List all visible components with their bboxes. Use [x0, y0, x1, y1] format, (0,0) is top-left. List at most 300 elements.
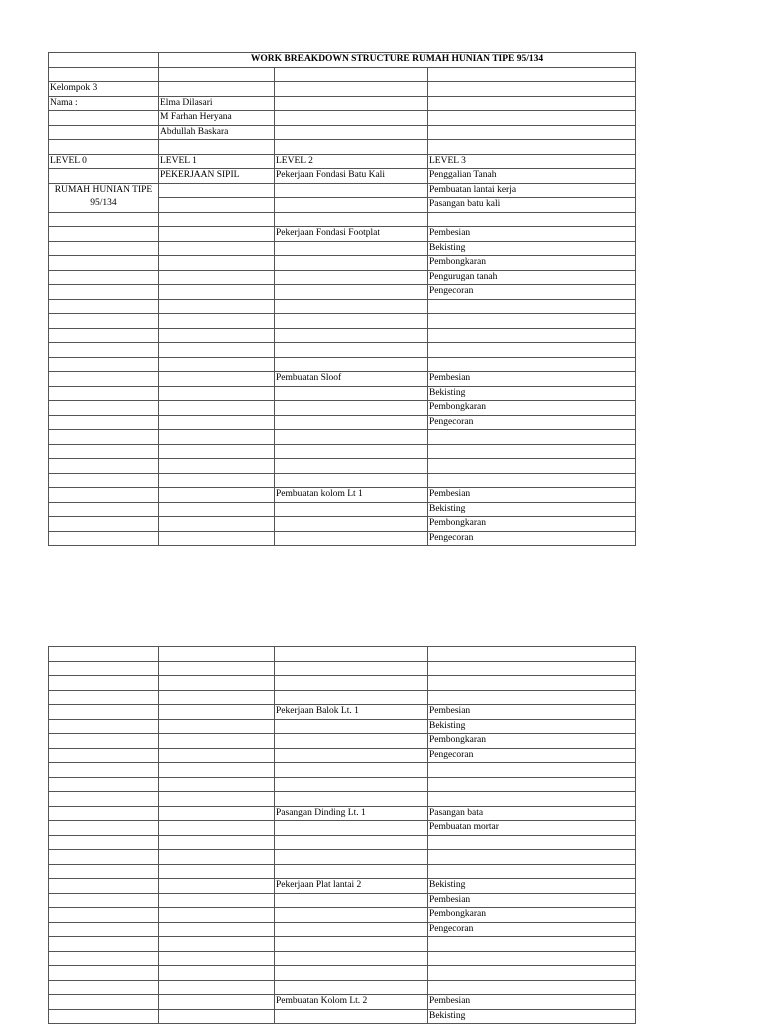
table-cell: Pengurugan tanah — [428, 270, 636, 285]
table-cell — [275, 850, 428, 865]
table-cell: Pembuatan Sloof — [275, 372, 428, 387]
table-cell — [275, 183, 428, 198]
table-cell: Pembesian — [428, 488, 636, 503]
table-cell: Pembesian — [428, 227, 636, 242]
table-cell — [428, 980, 636, 995]
table-cell — [428, 864, 636, 879]
table-cell — [49, 241, 159, 256]
table-cell — [275, 401, 428, 416]
table-cell — [159, 690, 275, 705]
table-row — [49, 256, 636, 271]
table-cell — [159, 531, 275, 546]
table-cell — [428, 676, 636, 691]
sheet-title: WORK BREAKDOWN STRUCTURE RUMAH HUNIAN TIPE 95/134 — [159, 53, 636, 68]
table-row — [49, 386, 636, 401]
table-cell — [275, 125, 428, 140]
table-cell — [49, 806, 159, 821]
table-cell — [49, 922, 159, 937]
table-cell: Bekisting — [428, 386, 636, 401]
table-cell — [49, 502, 159, 517]
table-row — [49, 1009, 636, 1024]
table-cell — [275, 777, 428, 792]
table-cell — [275, 473, 428, 488]
table-cell — [428, 125, 636, 140]
table-cell — [49, 676, 159, 691]
table-cell — [275, 270, 428, 285]
table-cell — [275, 386, 428, 401]
table-cell — [159, 328, 275, 343]
table-cell — [159, 705, 275, 720]
table-cell — [428, 647, 636, 662]
table-cell — [49, 285, 159, 300]
table-cell — [159, 386, 275, 401]
table-cell — [159, 343, 275, 358]
table-cell — [159, 372, 275, 387]
table-cell — [159, 227, 275, 242]
title-row — [49, 53, 636, 68]
table-row — [49, 531, 636, 546]
table-cell — [49, 835, 159, 850]
table-cell — [159, 473, 275, 488]
table-cell: Abdullah Baskara — [159, 125, 275, 140]
table-cell — [428, 763, 636, 778]
table-cell — [49, 488, 159, 503]
table-row — [49, 125, 636, 140]
table-cell — [49, 473, 159, 488]
table-cell — [159, 1009, 275, 1024]
table-cell — [159, 444, 275, 459]
table-row — [49, 719, 636, 734]
table-cell — [428, 96, 636, 111]
table-cell: LEVEL 2 — [275, 154, 428, 169]
table-cell: M Farhan Heryana — [159, 111, 275, 126]
table-cell — [159, 922, 275, 937]
table-cell — [159, 415, 275, 430]
table-cell — [275, 502, 428, 517]
table-row — [49, 879, 636, 894]
table-cell — [159, 951, 275, 966]
table-cell: PEKERJAAN SIPIL — [159, 169, 275, 184]
table-cell — [275, 763, 428, 778]
table-cell — [49, 821, 159, 836]
table-cell — [275, 111, 428, 126]
table-cell — [428, 67, 636, 82]
table-cell — [275, 792, 428, 807]
table-cell — [275, 314, 428, 329]
table-row — [49, 357, 636, 372]
table-cell — [159, 270, 275, 285]
table-cell — [159, 212, 275, 227]
table-cell — [49, 864, 159, 879]
table-cell — [428, 357, 636, 372]
table-cell — [49, 111, 159, 126]
table-cell — [428, 111, 636, 126]
table-cell — [159, 488, 275, 503]
table-cell — [159, 908, 275, 923]
table-cell — [275, 676, 428, 691]
table-row — [49, 806, 636, 821]
table-row — [49, 705, 636, 720]
table-row — [49, 517, 636, 532]
table-cell — [49, 444, 159, 459]
table-cell: Pasangan bata — [428, 806, 636, 821]
table-row — [49, 893, 636, 908]
table-cell — [159, 835, 275, 850]
table-cell: Bekisting — [428, 879, 636, 894]
table-cell — [275, 517, 428, 532]
table-row — [49, 835, 636, 850]
table-cell — [428, 850, 636, 865]
table-cell — [49, 951, 159, 966]
table-cell — [275, 690, 428, 705]
table-cell: Pembesian — [428, 893, 636, 908]
table-row — [49, 401, 636, 416]
table-row — [49, 777, 636, 792]
table-row — [49, 96, 636, 111]
table-cell — [275, 908, 428, 923]
table-cell — [49, 125, 159, 140]
table-cell — [275, 821, 428, 836]
table-row — [49, 647, 636, 662]
table-cell — [428, 82, 636, 97]
table-cell — [159, 285, 275, 300]
table-cell: Pembuatan Kolom Lt. 2 — [275, 995, 428, 1010]
table-cell — [428, 314, 636, 329]
table-cell — [275, 357, 428, 372]
table-cell — [275, 719, 428, 734]
table-cell — [49, 430, 159, 445]
table-cell: Kelompok 3 — [49, 82, 159, 97]
table-row — [49, 285, 636, 300]
table-cell — [49, 212, 159, 227]
table-cell: Pekerjaan Plat lantai 2 — [275, 879, 428, 894]
table-cell: Pembuatan mortar — [428, 821, 636, 836]
table-cell — [428, 777, 636, 792]
table-row — [49, 183, 636, 198]
table-row — [49, 430, 636, 445]
table-cell — [428, 661, 636, 676]
table-cell — [49, 314, 159, 329]
table-cell — [159, 792, 275, 807]
table-cell: Pembesian — [428, 995, 636, 1010]
table-cell — [159, 82, 275, 97]
table-cell — [49, 879, 159, 894]
table-cell — [428, 299, 636, 314]
table-cell: Pembuatan kolom Lt 1 — [275, 488, 428, 503]
table-cell: Pembongkaran — [428, 908, 636, 923]
table-cell — [159, 719, 275, 734]
table-row — [49, 488, 636, 503]
table-cell — [159, 763, 275, 778]
table-cell — [49, 792, 159, 807]
table-cell — [159, 661, 275, 676]
table-cell — [275, 444, 428, 459]
table-cell — [49, 908, 159, 923]
table-cell — [275, 241, 428, 256]
table-row — [49, 821, 636, 836]
table-cell: Pekerjaan Balok Lt. 1 — [275, 705, 428, 720]
table-cell — [49, 850, 159, 865]
table-row — [49, 763, 636, 778]
table-row — [49, 690, 636, 705]
table-cell — [159, 647, 275, 662]
table-cell — [159, 183, 275, 198]
table-cell — [428, 835, 636, 850]
table-cell — [159, 140, 275, 155]
wbs-sheet-1-body — [49, 53, 636, 546]
table-cell — [275, 734, 428, 749]
table-cell — [159, 198, 275, 213]
table-cell — [49, 966, 159, 981]
table-cell — [49, 401, 159, 416]
table-cell: Pengecoran — [428, 415, 636, 430]
table-cell: Nama : — [49, 96, 159, 111]
table-cell — [159, 314, 275, 329]
table-cell — [275, 96, 428, 111]
table-cell — [275, 343, 428, 358]
table-row — [49, 966, 636, 981]
table-cell: Bekisting — [428, 1009, 636, 1024]
table-cell — [275, 937, 428, 952]
table-row — [49, 459, 636, 474]
table-cell — [159, 357, 275, 372]
table-cell: Pembongkaran — [428, 401, 636, 416]
table-row — [49, 792, 636, 807]
table-cell — [428, 459, 636, 474]
table-cell — [159, 893, 275, 908]
table-cell — [49, 531, 159, 546]
table-cell — [275, 951, 428, 966]
table-cell — [49, 343, 159, 358]
table-cell — [49, 719, 159, 734]
table-cell — [275, 647, 428, 662]
table-cell: RUMAH HUNIAN TIPE 95/134 — [49, 183, 159, 212]
table-cell: Pembongkaran — [428, 256, 636, 271]
table-row — [49, 922, 636, 937]
table-row — [49, 951, 636, 966]
table-row — [49, 328, 636, 343]
table-cell — [49, 517, 159, 532]
table-cell: Pembesian — [428, 372, 636, 387]
table-cell: Pembesian — [428, 705, 636, 720]
table-row — [49, 937, 636, 952]
table-cell: Pembongkaran — [428, 517, 636, 532]
table-cell — [428, 937, 636, 952]
table-cell: Bekisting — [428, 502, 636, 517]
table-cell — [275, 140, 428, 155]
table-cell — [159, 502, 275, 517]
table-cell — [275, 980, 428, 995]
table-cell: Pengecoran — [428, 285, 636, 300]
table-cell — [428, 430, 636, 445]
table-cell — [159, 517, 275, 532]
table-row — [49, 212, 636, 227]
table-cell — [49, 67, 159, 82]
table-cell: Bekisting — [428, 241, 636, 256]
table-cell — [275, 256, 428, 271]
table-cell: Pembuatan lantai kerja — [428, 183, 636, 198]
table-row — [49, 908, 636, 923]
table-cell: Pengecoran — [428, 531, 636, 546]
table-cell — [49, 299, 159, 314]
table-row — [49, 734, 636, 749]
table-cell — [428, 140, 636, 155]
table-cell — [159, 850, 275, 865]
table-cell — [428, 473, 636, 488]
table-cell: Elma Dilasari — [159, 96, 275, 111]
table-row — [49, 67, 636, 82]
table-cell — [159, 430, 275, 445]
table-cell — [159, 995, 275, 1010]
table-cell — [49, 763, 159, 778]
table-row — [49, 270, 636, 285]
table-cell — [159, 864, 275, 879]
wbs-sheet-page-1 — [48, 52, 636, 546]
table-cell — [49, 227, 159, 242]
table-row — [49, 140, 636, 155]
table-row — [49, 314, 636, 329]
table-cell — [49, 748, 159, 763]
table-row — [49, 444, 636, 459]
table-cell — [49, 270, 159, 285]
table-row — [49, 154, 636, 169]
table-row — [49, 995, 636, 1010]
table-cell — [159, 980, 275, 995]
table-cell — [159, 676, 275, 691]
table-cell — [49, 140, 159, 155]
table-row — [49, 169, 636, 184]
table-cell — [159, 748, 275, 763]
table-cell — [428, 966, 636, 981]
table-cell — [275, 299, 428, 314]
table-row — [49, 299, 636, 314]
table-cell: LEVEL 1 — [159, 154, 275, 169]
table-cell — [159, 734, 275, 749]
table-cell — [275, 67, 428, 82]
table-cell — [49, 995, 159, 1010]
table-cell: Pembongkaran — [428, 734, 636, 749]
table-cell: Pasangan Dinding Lt. 1 — [275, 806, 428, 821]
table-cell — [428, 951, 636, 966]
table-cell — [275, 415, 428, 430]
table-cell — [159, 937, 275, 952]
table-row — [49, 111, 636, 126]
table-row — [49, 676, 636, 691]
table-cell — [49, 459, 159, 474]
table-cell — [275, 430, 428, 445]
table-cell — [275, 459, 428, 474]
table-cell — [49, 690, 159, 705]
table-cell — [159, 241, 275, 256]
table-cell — [159, 401, 275, 416]
table-cell — [49, 357, 159, 372]
table-row — [49, 661, 636, 676]
table-cell — [49, 169, 159, 184]
table-row — [49, 227, 636, 242]
table-cell — [275, 328, 428, 343]
table-cell — [275, 82, 428, 97]
table-cell — [275, 285, 428, 300]
table-cell: Pengecoran — [428, 748, 636, 763]
table-cell — [428, 444, 636, 459]
table-row — [49, 850, 636, 865]
table-row — [49, 82, 636, 97]
table-row — [49, 372, 636, 387]
table-cell — [159, 806, 275, 821]
table-row — [49, 502, 636, 517]
table-cell — [275, 661, 428, 676]
table-cell: Penggalian Tanah — [428, 169, 636, 184]
table-cell — [159, 67, 275, 82]
table-cell: LEVEL 0 — [49, 154, 159, 169]
table-row — [49, 415, 636, 430]
table-cell — [275, 531, 428, 546]
table-row — [49, 864, 636, 879]
table-cell — [159, 966, 275, 981]
table-cell — [49, 937, 159, 952]
table-row — [49, 748, 636, 763]
table-cell: Pengecoran — [428, 922, 636, 937]
table-cell: Pekerjaan Fondasi Footplat — [275, 227, 428, 242]
table-cell — [428, 343, 636, 358]
table-cell — [49, 980, 159, 995]
table-row — [49, 241, 636, 256]
table-cell: LEVEL 3 — [428, 154, 636, 169]
table-cell — [275, 835, 428, 850]
table-cell — [49, 328, 159, 343]
table-cell — [49, 647, 159, 662]
table-cell — [428, 212, 636, 227]
table-cell — [49, 386, 159, 401]
table-cell — [49, 734, 159, 749]
table-cell — [275, 1009, 428, 1024]
table-cell — [428, 328, 636, 343]
table-cell — [275, 966, 428, 981]
table-cell — [159, 821, 275, 836]
table-cell — [275, 893, 428, 908]
table-cell — [428, 792, 636, 807]
table-cell: Pasangan batu kali — [428, 198, 636, 213]
table-cell — [49, 893, 159, 908]
table-cell — [275, 864, 428, 879]
table-cell — [275, 212, 428, 227]
table-cell — [159, 459, 275, 474]
table-cell — [49, 415, 159, 430]
table-cell — [159, 879, 275, 894]
wbs-sheet-page-2 — [48, 646, 636, 1024]
table-cell — [159, 777, 275, 792]
table-cell — [428, 690, 636, 705]
table-cell — [49, 1009, 159, 1024]
table-cell — [275, 198, 428, 213]
table-cell — [159, 256, 275, 271]
table-row — [49, 343, 636, 358]
title-left-cell — [49, 53, 159, 68]
table-cell — [49, 705, 159, 720]
table-cell: Pekerjaan Fondasi Batu Kali — [275, 169, 428, 184]
table-cell — [49, 256, 159, 271]
table-cell — [49, 372, 159, 387]
table-cell — [49, 777, 159, 792]
table-cell: Bekisting — [428, 719, 636, 734]
table-cell — [275, 748, 428, 763]
table-cell — [49, 661, 159, 676]
table-cell — [159, 299, 275, 314]
table-row — [49, 473, 636, 488]
table-cell — [275, 922, 428, 937]
wbs-sheet-2-body — [49, 647, 636, 1024]
table-row — [49, 980, 636, 995]
